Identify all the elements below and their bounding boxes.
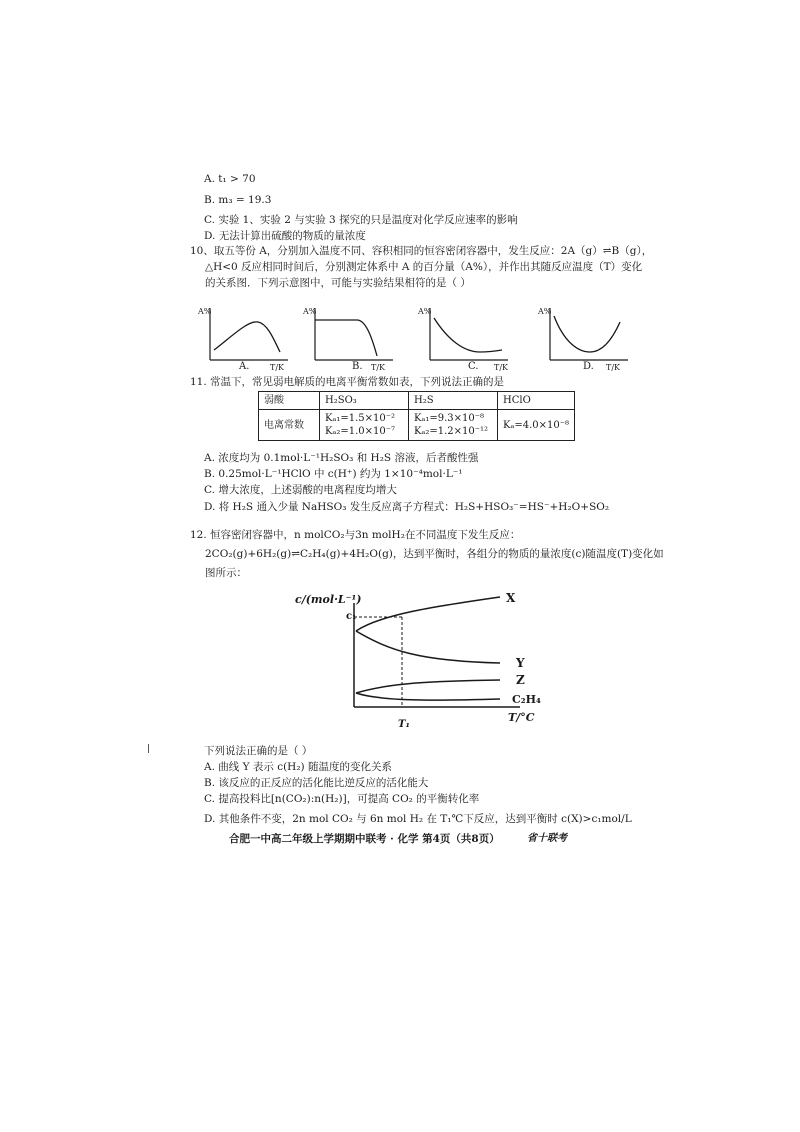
chart-x-axis-label: T/°C — [508, 711, 535, 724]
table-cell-hclo: Kₐ=4.0×10⁻⁸ — [498, 410, 575, 441]
chart-y-axis-label: c/(mol·L⁻¹) — [295, 593, 362, 606]
q12-concentration-temperature-chart — [290, 585, 560, 745]
q11-stem: 11. 常温下，常见弱电解质的电离平衡常数如表，下列说法正确的是 — [190, 376, 505, 388]
q10-stem-line2: △H<0 反应相同时间后，分别测定体系中 A 的百分量（A%），并作出其随反应温度（T）变化 — [205, 261, 643, 273]
q10-graph-a-x-label: T/K — [270, 363, 285, 372]
h2so3-ka1: Kₐ₁=1.5×10⁻² — [325, 413, 396, 424]
q10-graph-a — [200, 300, 300, 375]
q10-graph-d-x-label: T/K — [606, 363, 621, 372]
q11-option-a: A. 浓度均为 0.1mol·L⁻¹H₂SO₃ 和 H₂S 溶液，后者酸性强 — [204, 452, 479, 464]
q10-graph-a-y-label: A% — [198, 307, 212, 316]
curve-z — [356, 680, 500, 693]
q12-stem-line3: 图所示： — [205, 567, 247, 579]
curve-x — [356, 597, 500, 631]
table-cell-h2so3 — [320, 410, 409, 441]
q10-graph-c-letter: C. — [468, 361, 479, 372]
q9-option-b: B. m₃ = 19.3 — [204, 194, 272, 206]
table-header-h2so3: H₂SO₃ — [320, 392, 409, 410]
curve-y-label: Y — [516, 656, 525, 670]
curve-z-label: Z — [516, 673, 525, 687]
q10-graph-d-y-label: A% — [538, 307, 552, 316]
q10-stem-line3: 的关系图．下列示意图中，可能与实验结果相符的是（ ） — [205, 277, 471, 289]
q10-graph-b-x-label: T/K — [371, 363, 386, 372]
footer-stamp: 省十联考 — [527, 833, 567, 844]
q10-stem-line1: 10、取五等份 A，分别加入温度不同、容积相同的恒容密闭容器中，发生反应：2A（g）⇌B（g）， — [190, 245, 653, 257]
q12-stem-line1: 12. 恒容密闭容器中，n molCO₂与3n molH₂在不同温度下发生反应： — [190, 529, 521, 541]
q9-option-a: A. t₁ > 70 — [204, 173, 256, 185]
curve-c2h4 — [356, 693, 500, 700]
q11-option-c: C. 增大浓度，上述弱酸的电离程度均增大 — [204, 484, 397, 496]
h2s-ka2: Kₐ₂=1.2×10⁻¹² — [414, 426, 489, 437]
q9-option-d: D. 无法计算出硫酸的物质的量浓度 — [204, 230, 366, 242]
curve-x-label: X — [506, 591, 516, 605]
q12-prompt: 下列说法正确的是（ ） — [204, 745, 313, 757]
q12-option-b: B. 该反应的正反应的活化能比逆反应的活化能大 — [204, 777, 429, 789]
chart-t1-label: T₁ — [398, 719, 410, 730]
q12-option-a: A. 曲线 Y 表示 c(H₂) 随温度的变化关系 — [204, 761, 392, 773]
q11-option-b: B. 0.25mol·L⁻¹HClO 中 c(H⁺) 约为 1×10⁻⁴mol·L⁻¹ — [204, 468, 463, 480]
q10-graph-c-y-label: A% — [418, 307, 432, 316]
curve-y — [356, 631, 500, 663]
chart-c1-label: c₁ — [346, 611, 357, 622]
page-footer: 合肥一中高二年级上学期期中联考 · 化学 第4页（共8页） — [229, 833, 500, 845]
ionization-constant-table — [258, 391, 575, 441]
q9-option-c: C. 实验 1、实验 2 与实验 3 探究的只是温度对化学反应速率的影响 — [204, 214, 518, 226]
q10-graph-b-y-label: A% — [303, 307, 317, 316]
table-header-acid: 弱酸 — [259, 392, 320, 410]
q12-option-c: C. 提高投料比[n(CO₂):n(H₂)]，可提高 CO₂ 的平衡转化率 — [204, 793, 480, 805]
table-row-label: 电离常数 — [259, 410, 320, 441]
q12-option-d: D. 其他条件不变，2n mol CO₂ 与 6n mol H₂ 在 T₁℃下反应，达到平衡时 c(X)>c₁mol/L — [204, 813, 632, 825]
table-header-h2s: H₂S — [409, 392, 498, 410]
q10-graph-b-letter: B. — [352, 361, 363, 372]
q10-graph-d-letter: D. — [583, 361, 594, 372]
q11-option-d: D. 将 H₂S 通入少量 NaHSO₃ 发生反应离子方程式：H₂S+HSO₃⁻=HS⁻+H₂O+SO₂ — [204, 501, 610, 513]
curve-c2h4-label: C₂H₄ — [512, 693, 541, 706]
q12-stem-line2: 2CO₂(g)+6H₂(g)⇌C₂H₄(g)+4H₂O(g)，达到平衡时，各组分的物质的量浓度(c)随温度(T)变化如 — [205, 548, 664, 560]
table-header-hclo: HClO — [498, 392, 575, 410]
table-cell-h2s — [409, 410, 498, 441]
h2s-ka1: Kₐ₁=9.3×10⁻⁸ — [414, 413, 485, 424]
h2so3-ka2: Kₐ₂=1.0×10⁻⁷ — [325, 426, 396, 437]
q10-graph-a-letter: A. — [239, 361, 250, 372]
scan-mark — [148, 744, 149, 753]
q10-graph-c-x-label: T/K — [494, 363, 509, 372]
